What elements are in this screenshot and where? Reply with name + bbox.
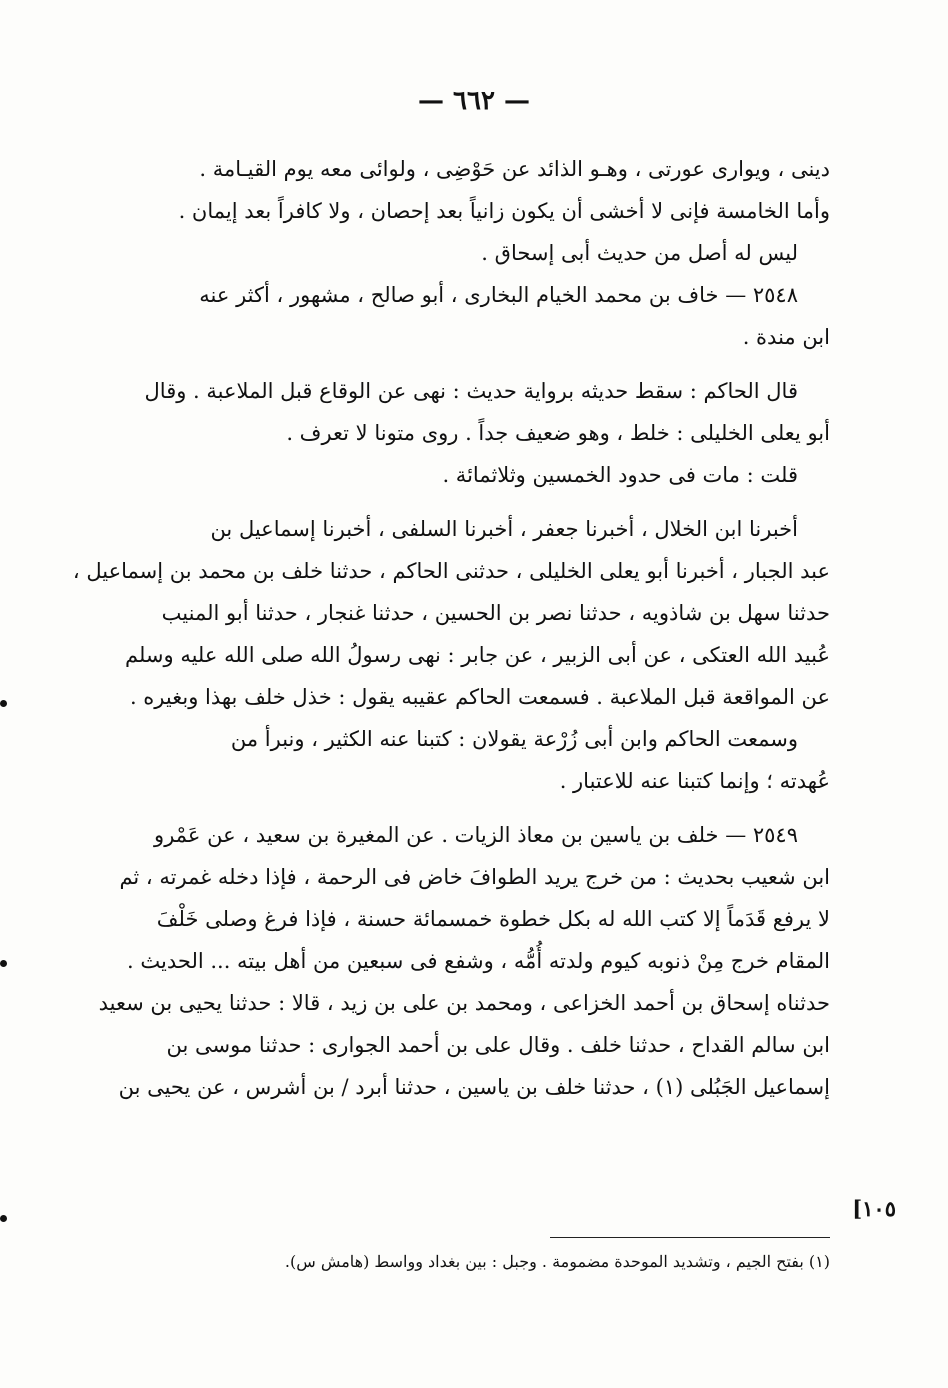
- text-line: أخبرنا ابن الخلال ، أخبرنا جعفر ، أخبرنا السلفى ، أخبرنا إسماعيل بن: [210, 517, 798, 541]
- text-line: المقام خرج مِنْ ذنوبه كيوم ولدته أُمُّه ، وشفع فى سبعين من أهل بيته ... الحديث .: [127, 949, 830, 973]
- text-line: قلت : مات فى حدود الخمسين وثلاثمائة .: [442, 463, 798, 487]
- text-line: حدثناه إسحاق بن أحمد الخزاعى ، ومحمد بن على بن زيد ، قالا : حدثنا يحيى بن سعيد: [98, 991, 830, 1015]
- text-line: عن المواقعة قبل الملاعبة . فسمعت الحاكم عقيبه يقول : خذل خلف بهذا وبغيره .: [129, 685, 830, 709]
- text-line: عُهدته ؛ وإنما كتبنا عنه للاعتبار .: [559, 769, 830, 793]
- text-line: ابن شعيب بحديث : من خرج يريد الطوافَ خاض فى الرحمة ، فإذا دخله غمرته ، ثم: [119, 865, 830, 889]
- text-line: وأما الخامسة فإنى لا أخشى أن يكون زانياً بعد إحصان ، ولا كافراً بعد إيمان .: [178, 199, 830, 223]
- text-line: ابن سالم القداح ، حدثنا خلف . وقال على بن أحمد الجوارى : حدثنا موسى بن: [166, 1033, 830, 1057]
- text-line: حدثنا سهل بن شاذويه ، حدثنا نصر بن الحسين ، حدثنا غنجار ، حدثنا أبو المنيب: [161, 601, 830, 625]
- text-line: إسماعيل الجَبُلى (١) ، حدثنا خلف بن ياسين ، حدثنا أبرد / بن أشرس ، عن يحيى بن: [118, 1075, 830, 1099]
- text-line: قال الحاكم : سقط حديثه برواية حديث : نهى عن الوقاع قبل الملاعبة . وقال: [144, 379, 798, 403]
- text-line: أبو يعلى الخليلى : خلط ، وهو ضعيف جداً . روى متونا لا تعرف .: [286, 421, 830, 445]
- text-line: وسمعت الحاكم وابن أبى زُرْعة يقولان : كتبنا عنه الكثير ، ونبرأ من: [230, 727, 798, 751]
- entry-2549-heading: ٢٥٤٩ — خلف بن ياسين بن معاذ الزيات . عن المغيرة بن سعيد ، عن عَمْرو: [154, 823, 798, 847]
- text-line: عبد الجبار ، أخبرنا أبو يعلى الخليلى ، حدثنى الحاكم ، حدثنا خلف بن محمد بن إسماعيل ،: [72, 559, 830, 583]
- text-line: لا يرفع قَدَماً إلا كتب الله له بكل خطوة خمسمائة حسنة ، فإذا فرغ وصلى خَلْفَ: [156, 907, 830, 931]
- entry-2548-heading: ٢٥٤٨ — خاف بن محمد الخيام البخارى ، أبو صالح ، مشهور ، أكثر عنه: [199, 283, 798, 307]
- text-line: دينى ، ويوارى عورتى ، وهـو الذائد عن حَوْضِى ، ولوائى معه يوم القيـامة .: [199, 157, 830, 181]
- text-line: عُبيد الله العتكى ، عن أبى الزبير ، عن جابر : نهى رسولُ الله صلى الله عليه وسلم: [125, 643, 830, 667]
- margin-dot: [0, 1215, 7, 1222]
- text-line: ليس له أصل من حديث أبى إسحاق .: [481, 241, 798, 265]
- margin-dot: [0, 700, 7, 707]
- text-line: ابن مندة .: [742, 325, 830, 349]
- margin-page-marker: ١٠٥]: [852, 1196, 896, 1221]
- footnote-divider: [550, 1237, 830, 1238]
- margin-dot: [0, 960, 7, 967]
- main-text: [72, 148, 830, 1108]
- page-number: — ٦٦٢ —: [417, 86, 531, 116]
- footnote: (١) بفتح الجيم ، وتشديد الموحدة مضمومة . وجبل : بين بغداد وواسط (هامش س).: [284, 1252, 830, 1271]
